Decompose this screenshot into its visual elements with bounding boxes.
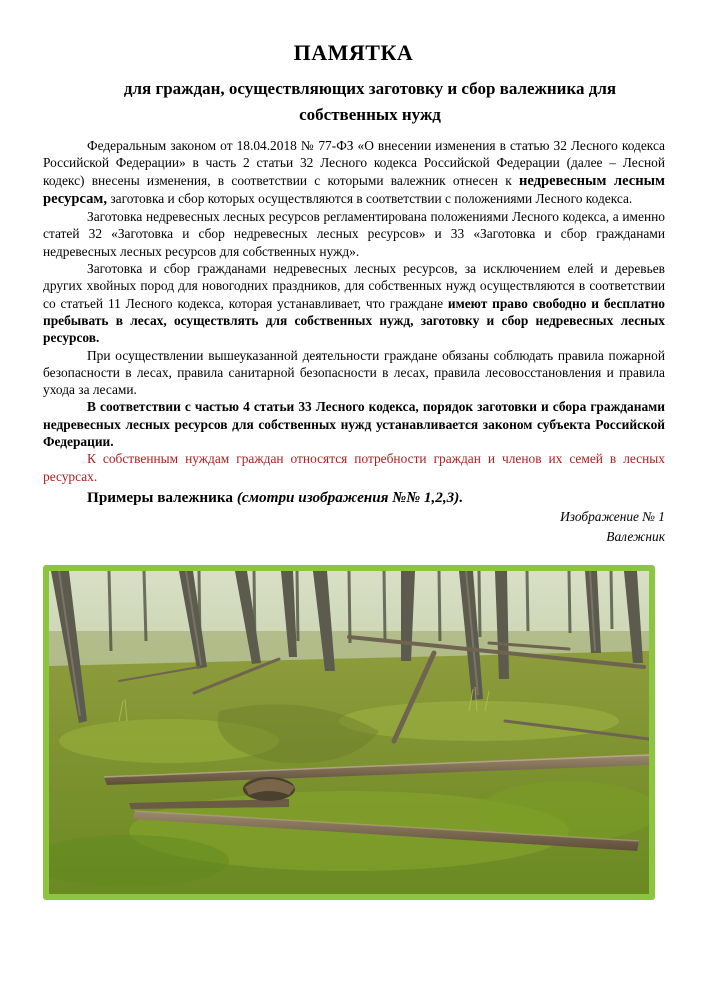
paragraph-6: К собственным нуждам граждан относятся потребности граждан и членов их семей в лесных ресурсах.	[43, 451, 665, 484]
paragraph-2: Заготовка недревесных лесных ресурсов регламентирована положениями Лесного кодекса, а именно статей 32 «Заготовка и сбор недревесных лесных ресурсов» и 33 «Заготовка и сбор гражданами недревесных лесных ресурсов для собственных нужд».	[43, 209, 665, 259]
paragraph-1	[43, 137, 665, 208]
paragraph-1-bold: недревесным лесным ресурсам,	[43, 172, 665, 207]
paragraph-1-text-a: Федеральным законом от 18.04.2018 № 77-ФЗ «О внесении изменения в статью 32 Лесного кодекса Российской Федерации» в часть 2 статьи 32 Лесного кодекса Российской Федерации (далее – Лесной кодекс) внесены изменения, в соответствии с которыми валежник отнесен к	[43, 138, 665, 188]
figure-caption-number: Изображение № 1	[560, 509, 665, 525]
deadwood-photo	[49, 571, 649, 894]
paragraph-3-bold: имеют право свободно и бесплатно пребывать в лесах, осуществлять для собственных нужд, заготовку и сбор недревесных лесных ресурсов.	[43, 295, 665, 346]
forest-illustration	[49, 571, 649, 894]
examples-bold: Примеры валежника	[87, 488, 237, 506]
examples-italic: (смотри изображения №№ 1,2,3).	[236, 488, 464, 506]
paragraph-5-bold: В соответствии с частью 4 статьи 33 Лесного кодекса, порядок заготовки и сбора гражданами недревесных лесных ресурсов для собственных нужд устанавливается законом субъекта Российской Федерации.	[43, 399, 665, 450]
paragraph-5	[43, 398, 665, 450]
photo-frame	[43, 565, 655, 900]
paragraph-4: При осуществлении вышеуказанной деятельности граждане обязаны соблюдать правила пожарной безопасности в лесах, правила санитарной безопасности в лесах, правила лесовосстановления и правила ухода за лесами.	[43, 347, 665, 398]
paragraph-3-text: Заготовка и сбор гражданами недревесных лесных ресурсов, за исключением елей и деревьев других хвойных пород для новогодних праздников, для собственных нужд осуществляются в соответствии со статьей 11 Лесного кодекса, которая устанавливает, что граждане	[43, 261, 665, 311]
paragraph-1-text-b: заготовка и сбор которых осуществляются в соответствии с положениями Лесного кодекса.	[107, 190, 633, 206]
document-subtitle	[70, 76, 670, 128]
subtitle-line-2: собственных нужд	[299, 105, 441, 124]
document-body	[43, 137, 665, 545]
figure-caption-text: Валежник	[606, 528, 665, 544]
document-title: ПАМЯТКА	[293, 40, 414, 65]
paragraph-3	[43, 260, 665, 346]
examples-line	[43, 489, 665, 506]
subtitle-line-1: для граждан, осуществляющих заготовку и сбор валежника для	[123, 79, 617, 98]
